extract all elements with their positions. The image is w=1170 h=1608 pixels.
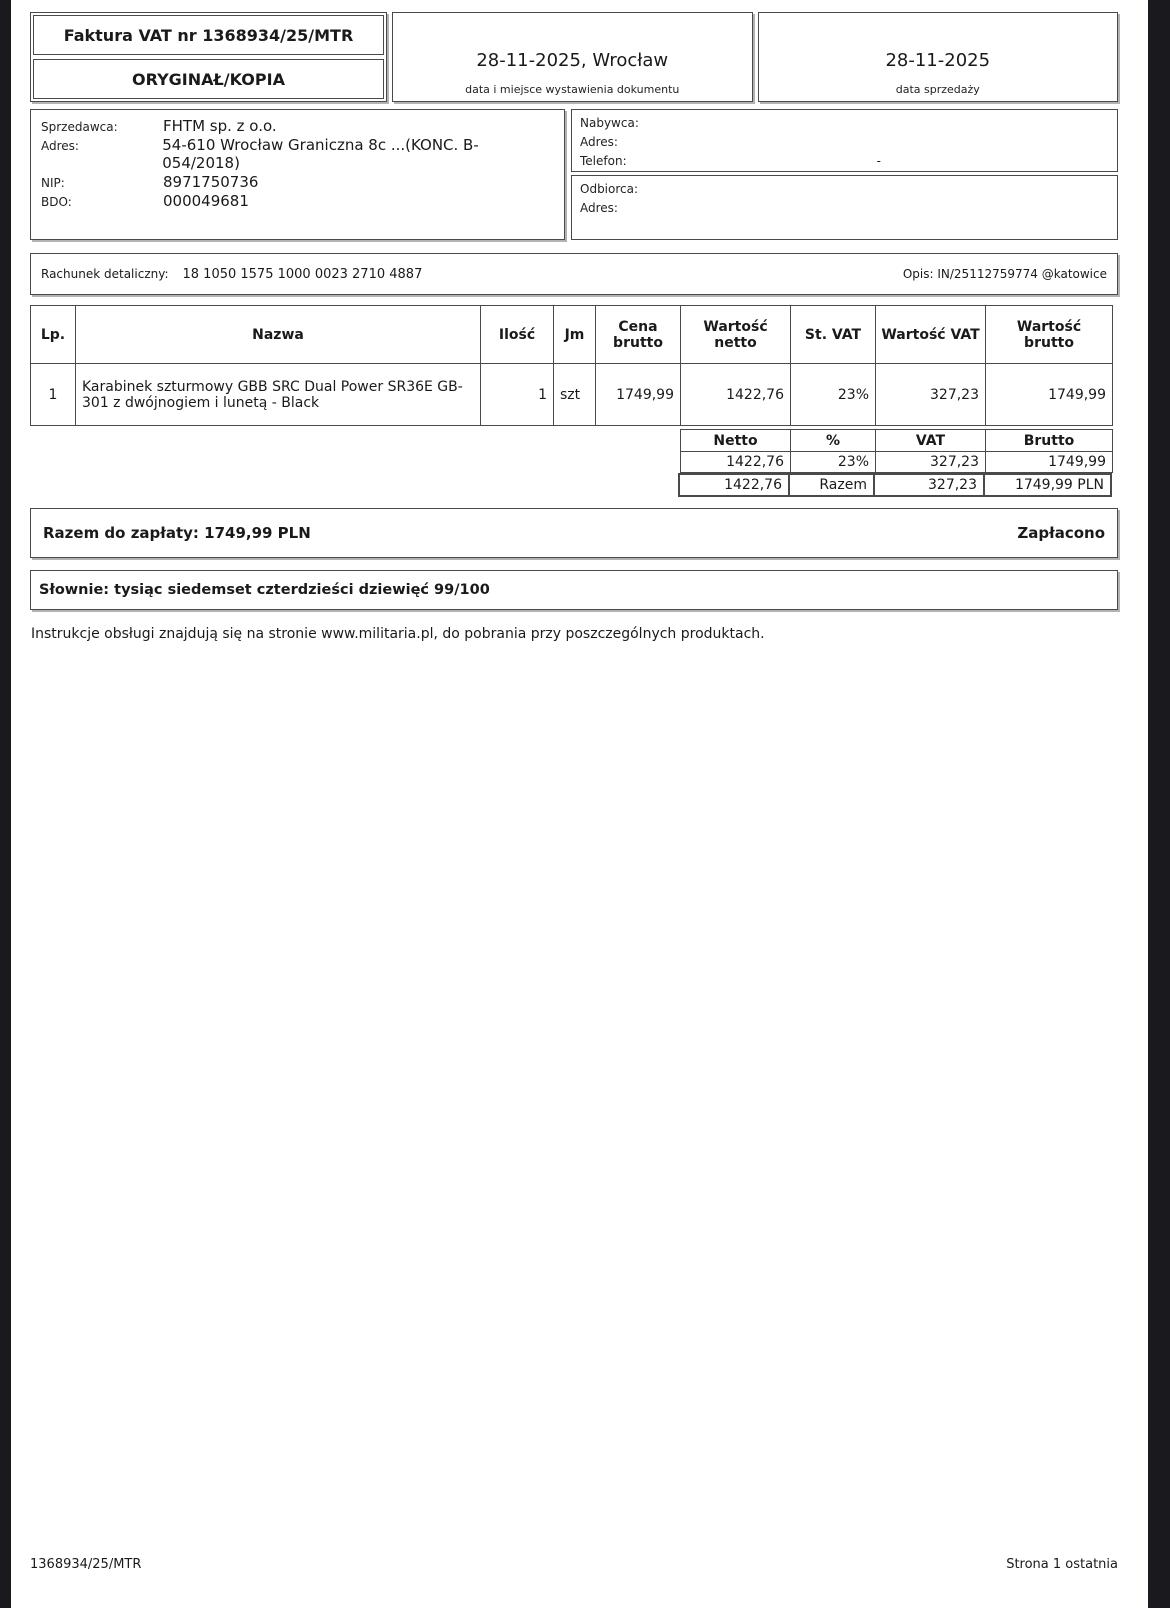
item-row [31,364,1113,426]
seller-address-row [41,136,554,172]
items-table-wrap [30,305,1118,497]
summary-col-vat: VAT [876,430,986,452]
item-name: Karabinek szturmowy GBB SRC Dual Power SR36E GB-301 z dwójnogiem i lunetą - Black [76,364,481,426]
seller-name: FHTM sp. z o.o. [163,117,277,135]
seller-nip-label: NIP: [41,176,65,190]
col-vat-rate: St. VAT [791,306,876,364]
amount-due-box [30,508,1118,558]
buyer-label: Nabywca: [580,116,639,130]
invoice-content [30,12,1118,1608]
amount-in-words-box [30,570,1118,610]
seller-bdo-row [41,192,554,210]
summary-vat: 327,23 [876,452,986,473]
amount-in-words: Słownie: tysiąc siedemset czterdzieści dziewięć 99/100 [39,582,490,598]
page-footer [30,1557,1118,1572]
instructions-note: Instrukcje obsługi znajdują się na stronie www.militaria.pl, do pobrania przy poszczególnych produktach. [31,626,765,642]
paid-status: Zapłacono [1017,524,1105,542]
buyer-phone-row [580,152,1109,171]
footer-page-number: Strona 1 ostatnia [1006,1557,1118,1572]
issue-date-value: 28-11-2025, Wrocław [476,49,669,71]
summary-col-rate: % [791,430,876,452]
seller-box [30,109,565,240]
seller-nip: 8971750736 [163,173,259,191]
item-lp: 1 [31,364,76,426]
sale-date-value: 28-11-2025 [885,49,991,71]
summary-col-brutto: Brutto [986,430,1113,452]
item-qty: 1 [481,364,554,426]
summary-total-row [679,474,1111,496]
header-row [30,12,1118,102]
original-copy-label: ORYGINAŁ/KOPIA [33,59,384,99]
invoice-number: Faktura VAT nr 1368934/25/MTR [33,15,384,55]
seller-address-label: Adres: [41,139,79,153]
invoice-title-box [30,12,387,102]
total-vat: 327,23 [874,474,984,496]
total-brutto: 1749,99 PLN [984,474,1111,496]
footer-invoice-number: 1368934/25/MTR [30,1557,142,1572]
item-gross-value: 1749,99 [986,364,1113,426]
total-rate-label: Razem [789,474,874,496]
summary-rate: 23% [791,452,876,473]
seller-address: 54-610 Wrocław Graniczna 8c ...(KONC. B-054/2018) [162,136,479,172]
col-name: Nazwa [76,306,481,364]
recipient-box [571,175,1118,240]
col-qty: Ilość [481,306,554,364]
total-netto: 1422,76 [679,474,789,496]
summary-col-netto: Netto [681,430,791,452]
vat-summary-table [680,429,1113,473]
invoice-page [11,0,1148,1608]
recipient-address-label: Adres: [580,201,618,215]
buyer-column [571,109,1118,240]
issue-date-box [392,12,753,102]
col-gross-price: Cena brutto [596,306,681,364]
issue-date-caption: data i miejsce wystawienia dokumentu [465,83,680,96]
item-unit: szt [554,364,596,426]
col-gross-value: Wartość brutto [986,306,1113,364]
items-table [30,305,1113,426]
buyer-phone-value: - [876,154,881,168]
sale-date-box [758,12,1119,102]
buyer-address-label: Adres: [580,135,618,149]
summary-header-row [681,430,1113,452]
vat-total-table [678,473,1112,497]
col-lp: Lp. [31,306,76,364]
sale-date-caption: data sprzedaży [895,83,980,96]
items-header-row [31,306,1113,364]
summary-brutto: 1749,99 [986,452,1113,473]
item-gross-price: 1749,99 [596,364,681,426]
seller-bdo-label: BDO: [41,195,72,209]
buyer-box [571,109,1118,172]
col-vat-value: Wartość VAT [876,306,986,364]
col-net-value: Wartość netto [681,306,791,364]
amount-due-text: Razem do zapłaty: 1749,99 PLN [43,524,311,542]
bank-account-box [30,253,1118,295]
item-vat-value: 327,23 [876,364,986,426]
seller-name-row [41,117,554,135]
transfer-description: Opis: IN/25112759774 @katowice [902,267,1107,281]
summary-netto: 1422,76 [681,452,791,473]
col-unit: Jm [554,306,596,364]
seller-label: Sprzedawca: [41,120,118,134]
item-net-value: 1422,76 [681,364,791,426]
summary-rate-row [681,452,1113,473]
seller-bdo: 000049681 [163,192,249,210]
parties-row [30,109,1118,240]
recipient-label: Odbiorca: [580,182,639,196]
account-label: Rachunek detaliczny: [41,267,169,281]
buyer-phone-label: Telefon: [580,154,627,168]
account-number: 18 1050 1575 1000 0023 2710 4887 [182,266,423,282]
item-vat-rate: 23% [791,364,876,426]
seller-nip-row [41,173,554,191]
